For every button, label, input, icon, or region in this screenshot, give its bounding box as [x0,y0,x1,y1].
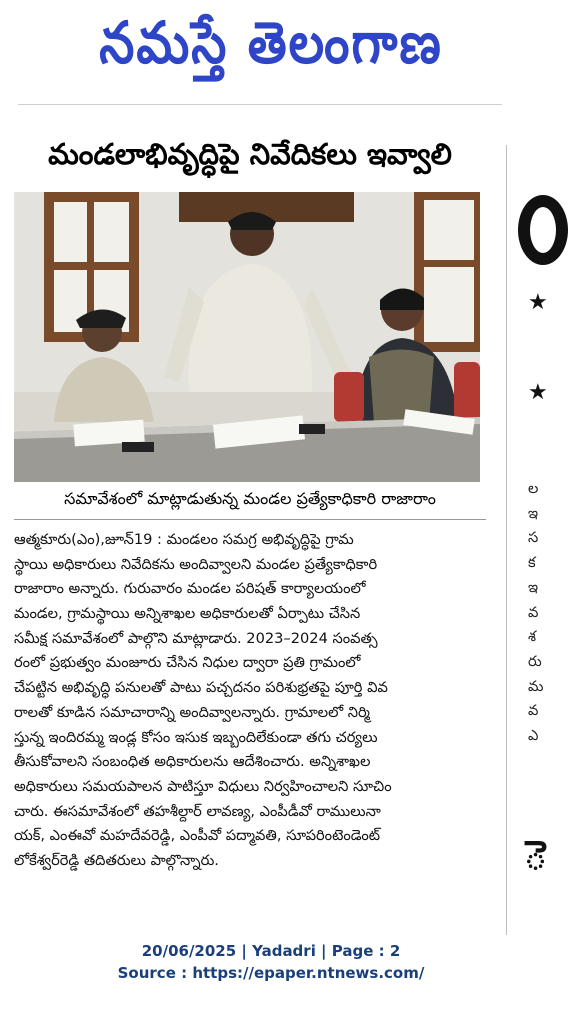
photo-caption: సమావేశంలో మాట్లాడుతున్న మండల ప్రత్యేకాధికారి రాజారాం [64,489,436,508]
masthead [0,0,542,100]
caption-divider [14,519,486,520]
article-line: స్థాయి అధికారులు నివేదికను అందివ్వాలని మండల ప్రత్యేకాధికారి [14,555,378,573]
star-bullet-icon: ★ [528,290,548,315]
article-line: చారు. ఈసమావేశంలో తహశీల్దార్ లావణ్య, ఎంపీడీవో రాములునా [14,802,381,820]
article-line: ఆత్మకూరు(ఎం),జూన్19 : మండలం సమగ్ర అభివృద్ధిపై గ్రామ [14,531,354,548]
masthead-logo: నమస్తే తెలంగాణ [99,9,443,76]
masthead-divider [18,104,502,105]
article-line: తీసుకోవాలని సంబంధిత అధికారులను ఆదేశించారు. అన్నిశాఖల [14,753,371,771]
article-line: రంలో ప్రభుత్వం మంజూరు చేసిన నిధుల ద్వారా ప్రతి గ్రామంలో [14,654,361,672]
article-line: రాజారాం అన్నారు. గురువారం మండల పరిషత్ కార్యాలయంలో [14,580,366,598]
adjacent-article-strip [498,145,548,935]
edition-info: 20/06/2025 | Yadadri | Page : 2 [141,942,401,960]
source-link[interactable]: Source : https://epaper.ntnews.com/ [117,964,425,982]
article-line: స్తున్న ఇందిరమ్మ ఇండ్ల కోసం ఇసుక ఇబ్బందిలేకుండా తగు చర్యలు [14,728,378,746]
article-line: చేపట్టిన అభివృద్ధి పనులతో పాటు పచ్చదనం పరిశుభ్రతపై పూర్తి వివ [14,679,388,697]
meeting-photo-illustration [14,192,480,482]
article-line: సమీక్ష సమావేశంలో పాల్గొని మాట్లాడారు. 2023–2024 సంవత్స [14,629,378,647]
column-divider [506,145,507,935]
article-body [14,528,486,923]
cropped-column-text: ల ఇ స క ఇ వ శ రు మ వ ఎ [528,480,544,745]
star-bullet-icon: ★ [528,380,548,405]
cropped-headline-glyph [518,195,568,265]
article-line: మండల, గ్రామస్థాయి అన్నిశాఖల అధికారులతో ఏర్పాటు చేసిన [14,605,361,623]
article-line: యక్, ఎంఈవో మహదేవరెడ్డి, ఎంపీవో పద్మావతి, సూపరింటెండెంట్ [14,827,380,845]
article-headline: మండలాభివృద్ధిపై నివేదికలు ఇవ్వాలి [48,137,452,171]
cropped-heading-fragment: ె [524,833,548,879]
article-photo [14,192,480,482]
article-line: రాలతో కూడిన సమాచారాన్ని అందివ్వాలన్నారు. గ్రామాలలో నిర్మి [14,703,370,721]
article-line: అధికారులు సమయపాలన పాటిస్తూ విధులు నిర్వహించాలని సూచిం [14,777,392,795]
page-footer [0,940,542,984]
article-line: లోకేశ్వర్‌రెడ్డి తదితరులు పాల్గొన్నారు. [14,851,219,869]
